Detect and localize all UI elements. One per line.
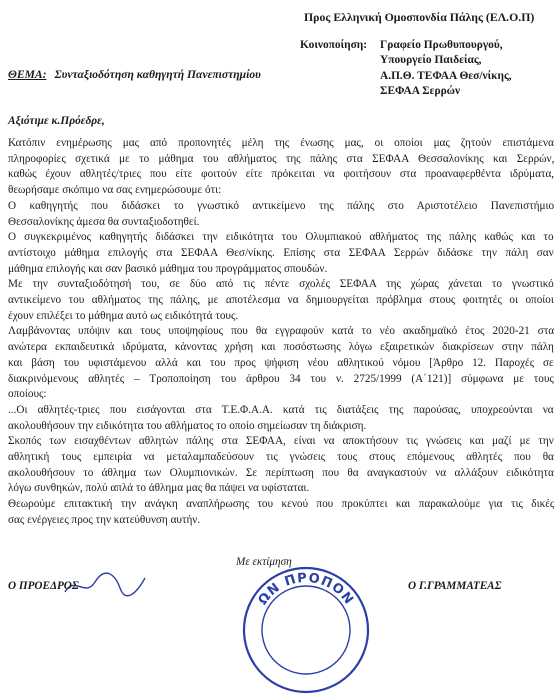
cc-line: Γραφείο Πρωθυπουργού, <box>380 39 503 51</box>
cc-label: Κοινοποίηση: <box>300 39 368 51</box>
subject-line <box>8 68 261 81</box>
cc-row <box>300 69 512 84</box>
letter-body <box>8 136 554 529</box>
body-line: Ο συγκεκριμένος καθηγητής διδάσκει την ειδικότητα του Ολυμπιακού αθλήματος της πάλης καθώς και το <box>8 231 554 244</box>
body-line: ανώτερα εκπαιδευτικά ιδρύματα, κάνοντας χρήση και ποσόστωσης λόγω εξαιρετικών διακρίσεων στην πάλη <box>8 341 554 354</box>
body-line: λόγω συνθηκών, πολύ απλά το άθλημα μας θα πάψει να υφίσταται. <box>8 482 310 495</box>
body-line: Κατόπιν ενημέρωσης μας από προπονητές μέλη της ένωσης μας, οι οποίοι μας ζητούν επιστάμενα <box>8 137 554 149</box>
body-line: ακολουθήσουν το άθλημα των Ολυμπιονικών. Σε περίπτωση που θα αναγκαστούν να αλλάξουν ειδικότητα <box>8 466 554 479</box>
body-line: Σκοπός των εισαχθέντων αθλητών πάλης στα ΣΕΦΑΑ, είναι να αποκτήσουν τις γνώσεις και μαζί με την <box>8 435 554 448</box>
cc-row <box>300 84 512 99</box>
signature-president: Ο ΠΡΟΕΔΡΟΣ <box>8 580 79 592</box>
body-line: Λαμβάνοντας υπόψιν και τους υποψηφίους που θα εγγραφούν κατά το νέο ακαδημαϊκό έτος 2020-21 στα <box>8 325 554 338</box>
cc-row <box>300 53 512 68</box>
body-line: Με την συνταξιοδότησή του, σε δύο από τις πέντε σχολές ΣΕΦΑΑ της χώρας χάνεται το γνωστικό <box>8 278 554 291</box>
body-line: έχουν επιλέξει το μάθημα αυτό ως ειδικότητά τους. <box>8 309 239 322</box>
body-line: αθλητική τους εμπειρία να μεταλαμπαδεύσουν τις γνώσεις τους στους επόμενους αθλητές που θα <box>8 451 554 464</box>
svg-text:ΩΝ ΠΡΟΠΟΝ <box>256 571 357 608</box>
body-line: αντικείμενο του αθλήματος της πάλης, με αποτέλεσμα να δημιουργείται πρόβλημα στους φοιτητές οι οποίοι <box>8 294 554 307</box>
body-line: σας ενέργειες προς την κατεύθυνση αυτήν. <box>8 513 201 526</box>
cc-line: Υπουργείο Παιδείας, <box>380 54 482 67</box>
body-line: Θεωρούμε επιτακτική την ανάγκη αναπλήρωσης του κενού που προκύπτει και παρακαλούμε για τις δικές <box>8 498 554 511</box>
cc-row <box>300 38 512 53</box>
body-line: αντίστοιχο μάθημα επιλογής στα ΣΕΦΑΑ Θεσ/νίκης. Επίσης στα ΣΕΦΑΑ Σερρών διδάσκε την πάλη σαν <box>8 246 554 259</box>
body-line: ...Οι αθλητές-τριες που εισάγονται στα Τ.Ε.Φ.Α.Α. κατά τις διατάξεις της παρούσας, υποχρεούνται να <box>8 403 554 416</box>
subject-label: ΘΕΜΑ: <box>8 68 47 81</box>
body-line: Ο καθηγητής που διδάσκει το γνωστικό αντικείμενο της πάλης στο Αριστοτέλειο Πανεπιστήμιο <box>8 199 554 212</box>
closing-line: Με εκτίμηση <box>236 556 292 568</box>
body-line: Θεσσαλονίκης άμεσα θα συνταξιοδοτηθεί. <box>8 215 200 228</box>
body-line: καθώς έχουν αθλητές/τριες που είτε φοιτούν είτε πρόκειται να φοιτήσουν στα προαναφερθέντα ιδρύματα, <box>8 168 554 181</box>
body-line: ακολουθήσουν την ειδικότητα του αθλήματος το οποίο σημείωσαν τη διάκριση. <box>8 419 367 432</box>
cc-line: Α.Π.Θ. ΤΕΦΑΑ Θεσ/νίκης, <box>380 69 512 82</box>
body-line: πληροφορίες σχετικά με το μάθημα του αθλήματος της πάλης στα ΣΕΦΑΑ Θεσσαλονίκης και Σερρών, <box>8 152 554 165</box>
cc-block <box>300 38 512 100</box>
official-stamp <box>236 560 376 700</box>
subject-text: Συνταξιοδότηση καθηγητή Πανεπιστημίου <box>54 68 261 81</box>
signature-secretary: Ο Γ.ΓΡΑΜΜΑΤΕΑΣ <box>408 580 502 592</box>
body-line: και βάση του υφιστάμενου αλλά και του προς ψήφιση νέου αθλητικού νόμου [Άρθρο 12. Παροχές σε <box>8 356 554 369</box>
body-line: θεωρήσαμε σκόπιμο να σας ενημερώσουμε ότι: <box>8 184 222 197</box>
salutation: Αξιότιμε κ.Πρόεδρε, <box>8 115 105 127</box>
body-line: μάθημα επιλογής και σαν βασικό μάθημα του προγράμματος σπουδών. <box>8 262 328 275</box>
body-line: διακρινόμενους αθλητές – Τροποποίηση του άρθρου 34 του ν. 2725/1999 (Α΄121)] σύμφωνα με τους <box>8 372 554 385</box>
body-line: οποίους: <box>8 388 47 401</box>
stamp-text: ΩΝ ΠΡΟΠΟΝ <box>255 570 357 608</box>
cc-line: ΣΕΦΑΑ Σερρών <box>380 85 461 98</box>
recipient-line: Προς Ελληνική Ομοσπονδία Πάλης (ΕΛ.Ο.Π) <box>304 10 535 24</box>
